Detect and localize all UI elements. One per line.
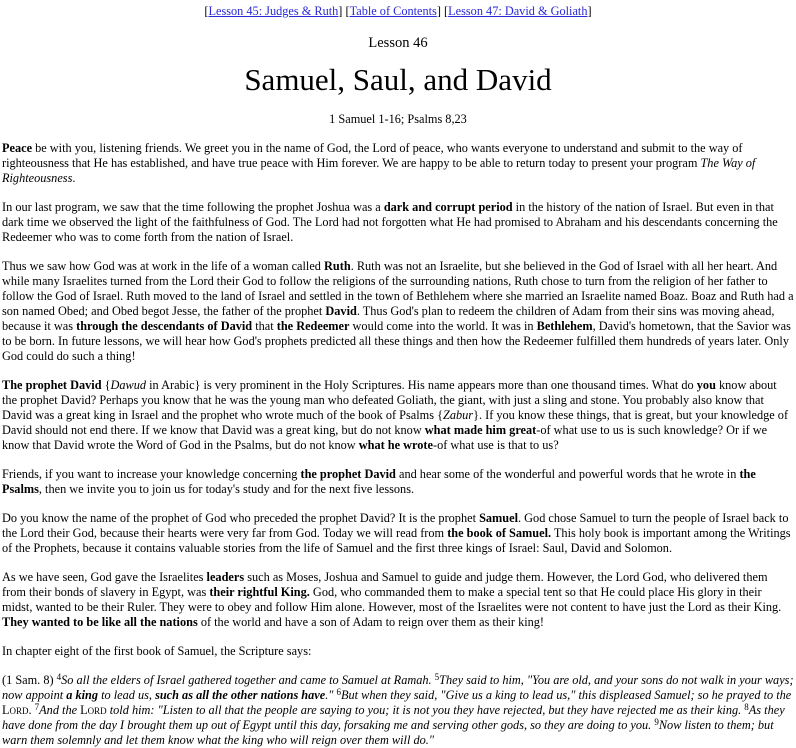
- text: {: [101, 378, 111, 392]
- page-title: Samuel, Saul, and David: [244, 62, 552, 97]
- scripture-references: 1 Samuel 1-16; Psalms 8,23: [329, 112, 467, 126]
- text: In chapter eight of the first book of Samuel, the Scripture says:: [2, 644, 312, 658]
- text: . God chose Samuel to turn the people of Israel back to the Lord their God, because their hearts were very far from God. Today we will read from: [2, 511, 789, 540]
- verse-text: told him: "Listen to all that the people are saying to you; it is not you they have rejected, but they have rejected me as their king.: [106, 703, 745, 717]
- bold-text: the book of Samuel.: [447, 526, 552, 540]
- verse-text: to lead us,: [98, 688, 156, 702]
- bold-text: David: [325, 304, 357, 318]
- bold-text: leaders: [206, 570, 245, 584]
- divine-name: Lord: [80, 703, 107, 717]
- bold-text: through the descendants of David: [76, 319, 253, 333]
- bracket: ]: [338, 4, 343, 18]
- verse-number: 6: [336, 687, 342, 697]
- bold-text: you: [696, 378, 716, 392]
- text: know about the prophet David? Perhaps you know that he was the young man who defeated Goliath, the giant, with just a sling and stone. You probably also know that David was a great king in Israel and the prophet who wrote much of the book of Psalms {: [2, 378, 777, 422]
- text: be with you, listening friends. We greet you in the name of God, the Lord of peace, who wants everyone to understand and submit to the way of righteousness that He has established, and have true peace with Him forever. We are happy to be able to return today to present your program: [2, 141, 743, 170]
- verse-text: But when they said, "Give us a king to lead us," this displeased Samuel; so he prayed to the: [341, 688, 792, 702]
- text: -of what use is that to us?: [432, 438, 559, 452]
- paragraph-scripture-intro: [2, 644, 794, 659]
- bold-text: They wanted to be like all the nations: [2, 615, 198, 629]
- program-name: The Way of Righteousness: [2, 156, 756, 185]
- verse-text: They said to him, "You are old, and your sons do not walk in your ways; now appoint: [2, 673, 794, 702]
- divine-name: Lord: [2, 703, 29, 717]
- bracket: ]: [436, 4, 441, 18]
- paragraph-prophet-david: [2, 378, 794, 453]
- text: such as Moses, Joshua and Samuel to guide and judge them. However, the Lord God, who delivered them from their bonds of slavery in Egypt, was: [2, 570, 768, 599]
- paragraph-invitation: [2, 467, 794, 497]
- verse-text: Now listen to them; but warn them solemnly and let them know what the king who will reign over them will do.": [2, 718, 774, 747]
- paragraph-greeting: [2, 141, 794, 186]
- text: . Ruth was not an Israelite, but she believed in the God of Israel with all her heart. And while many Israelites turned from the Lord their God to follow the religions of the surrounding nations, Ruth chose to turn from the religion of her father to follow the God of Israel. Ruth moved to the land of Israel and settled in the town of Bethlehem where she married an Israelite named Boaz. Boaz and Ruth had a son named Obed; and Obed begot Jesse, the father of the prophet: [2, 259, 794, 318]
- bold-text: Samuel: [479, 511, 519, 525]
- text: .: [28, 703, 35, 717]
- text: of the world and have a son of Adam to reign over them as their king!: [197, 615, 545, 629]
- bold-text: the Psalms: [2, 467, 756, 496]
- text: , David's hometown, that the Savior was to be born. In future lessons, we will hear how God's prophets predicted all these things and then how the Redeemer fulfilled them hundreds of years later. Only God could do such a thing!: [2, 319, 791, 363]
- verse-number: 9: [654, 717, 659, 727]
- text: .: [72, 171, 76, 185]
- bold-text: what he wrote: [358, 438, 433, 452]
- verse-number: 4: [56, 672, 62, 682]
- verse-text: So all the elders of Israel gathered together and came to Samuel at Ramah.: [61, 673, 435, 687]
- bracket: [: [444, 4, 449, 18]
- lesson-navigation: [2, 4, 794, 19]
- text: }. If you know these things, that is great, but your knowledge of David should not end there. If we know that David was a great king, but do not know: [2, 408, 789, 437]
- prev-lesson-link[interactable]: Lesson 45: Judges & Ruth: [208, 4, 339, 18]
- text: . Thus God's plan to redeem the children of Adam from their sins was moving ahead, because it was: [2, 304, 775, 333]
- table-of-contents-link[interactable]: Table of Contents: [349, 4, 437, 18]
- verse-text: .": [325, 688, 337, 702]
- verse-number: 8: [744, 702, 749, 712]
- bold-text: dark and corrupt period: [383, 200, 513, 214]
- bold-text: Ruth: [324, 259, 351, 273]
- text: in Arabic} is very prominent in the Holy Scriptures. His name appears more than one thousand times. What do: [146, 378, 697, 392]
- text: , then we invite you to join us for today's study and for the next five lessons.: [38, 482, 415, 496]
- verse-text: And the: [39, 703, 81, 717]
- next-lesson-link[interactable]: Lesson 47: David & Goliath: [448, 4, 588, 18]
- text: -of what use to us is such knowledge? Or if we know that David wrote the Word of God in the Psalms, but do not know: [2, 423, 768, 452]
- paragraph-leaders: [2, 570, 794, 630]
- text: Friends, if you want to increase your knowledge concerning: [2, 467, 301, 481]
- bracket: [: [204, 4, 209, 18]
- bold-text: what made him great: [424, 423, 537, 437]
- bracket: ]: [587, 4, 592, 18]
- scripture-reference: (1 Sam. 8): [2, 673, 57, 687]
- paragraph-last-program: [2, 200, 794, 245]
- emphasized-verse-text: such as all the other nations have: [155, 688, 326, 702]
- text: in the history of the nation of Israel. But even in that dark time we observed the light of the faithfulness of God. The Lord had not forgotten what He had promised to Abraham and his descendants concerning the Redeemer who was to come forth from the nation of Israel.: [2, 200, 778, 244]
- text: and hear some of the wonderful and powerful words that he wrote in: [395, 467, 740, 481]
- text: This holy book is important among the Writings of the Prophets, because it contains valuable stories from the life of Samuel and the first three kings of Israel: Saul, David and Solomon.: [2, 526, 791, 555]
- bracket: [: [345, 4, 350, 18]
- text: Do you know the name of the prophet of God who preceded the prophet David? It is the prophet: [2, 511, 480, 525]
- paragraph-ruth: [2, 259, 794, 364]
- italic-text: Dawud: [110, 378, 147, 392]
- text: would come into the world. It was in: [349, 319, 537, 333]
- bold-text: The prophet David: [2, 378, 102, 392]
- italic-text: Zabur: [442, 408, 474, 422]
- verse-number: 7: [34, 702, 40, 712]
- scripture-quote: [2, 673, 794, 748]
- text: that: [252, 319, 277, 333]
- emphasized-verse-text: a king: [66, 688, 99, 702]
- text: In our last program, we saw that the time following the prophet Joshua was a: [2, 200, 384, 214]
- bold-text: their rightful King.: [209, 585, 310, 599]
- bold-text: the prophet David: [300, 467, 396, 481]
- bold-text: the Redeemer: [276, 319, 350, 333]
- bold-text: Peace: [2, 141, 33, 155]
- bold-text: Bethlehem: [536, 319, 593, 333]
- text: Thus we saw how God was at work in the life of a woman called: [2, 259, 325, 273]
- lesson-number: Lesson 46: [368, 35, 428, 51]
- text: As we have seen, God gave the Israelites: [2, 570, 207, 584]
- verse-number: 5: [434, 672, 440, 682]
- paragraph-samuel: [2, 511, 794, 556]
- verse-text: As they have done from the day I brought them up out of Egypt until this day, forsaking me and serving other gods, so they are doing to you.: [2, 703, 785, 732]
- text: God, who commanded them to make a special tent so that He could place His glory in their midst, wanted to be their Ruler. They were to obey and follow Him alone. However, most of the Israelites were not content to have just the Lord as their King.: [2, 585, 782, 614]
